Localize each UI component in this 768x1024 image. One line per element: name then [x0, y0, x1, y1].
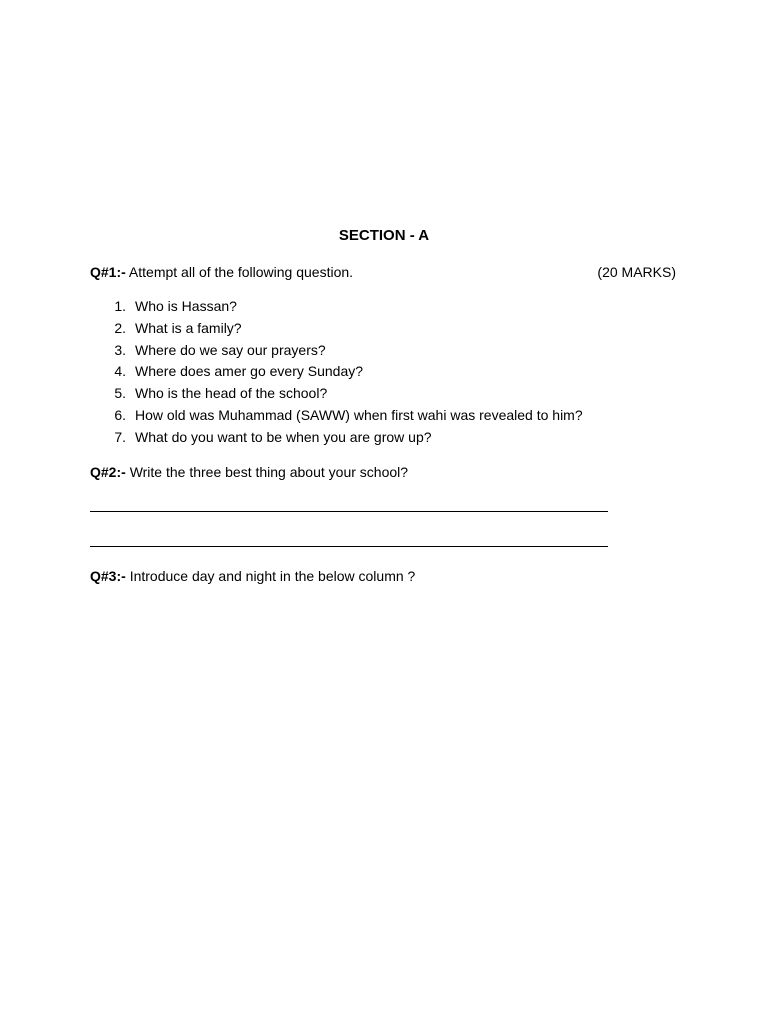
list-item-number: 3.: [114, 341, 126, 358]
question-2-text: Write the three best thing about your school?: [129, 464, 409, 480]
list-item-text: Who is the head of the school?: [135, 385, 328, 402]
question-2: [90, 464, 408, 480]
list-item-text: Where do we say our prayers?: [135, 341, 326, 358]
question-1-text: Attempt all of the following question.: [128, 264, 354, 280]
question-3: [90, 568, 415, 584]
list-item-text: Where does amer go every Sunday?: [135, 363, 364, 380]
list-item-number: 5.: [114, 385, 126, 402]
question-1-label: Q#1:-: [90, 264, 126, 280]
list-item-number: 1.: [114, 298, 126, 314]
answer-line-1[interactable]: [90, 511, 608, 512]
question-1-marks: (20 MARKS): [597, 264, 676, 280]
list-item-number: 6.: [114, 406, 126, 423]
list-item-number: 4.: [114, 363, 126, 380]
list-item-text: What is a family?: [135, 319, 242, 336]
question-3-text: Introduce day and night in the below column ?: [129, 568, 416, 584]
list-item-number: 7.: [114, 428, 126, 445]
answer-line-2[interactable]: [90, 546, 608, 547]
list-item-number: 2.: [114, 319, 126, 336]
list-item-text: How old was Muhammad (SAWW) when first wahi was revealed to him?: [135, 406, 583, 423]
question-3-label: Q#3:-: [90, 568, 126, 584]
section-title: SECTION - A: [338, 227, 430, 244]
list-item-text: What do you want to be when you are grow up?: [135, 428, 432, 445]
question-1: [90, 264, 353, 280]
list-item-text: Who is Hassan?: [135, 298, 237, 314]
question-2-label: Q#2:-: [90, 464, 126, 480]
